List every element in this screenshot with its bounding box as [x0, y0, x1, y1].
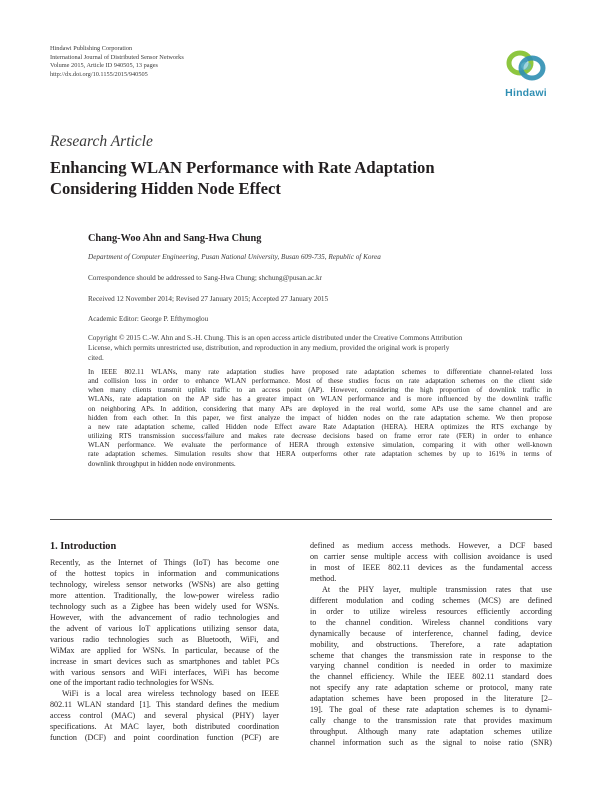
body-text-line: 802.11 WLAN standard [1]. This standard defines the medium — [50, 700, 279, 710]
body-text-line: function (DCF) and point coordination function (PCF) are — [50, 733, 279, 743]
body-text-line: mobility, and obstructions. Therefore, a rate adaptation — [310, 639, 552, 649]
body-text-line: not specify any rate adaptation scheme or protocol, many rate — [310, 683, 552, 693]
left-column — [50, 558, 279, 744]
article-type: Research Article — [50, 133, 153, 150]
body-text-line: of the hottest topics in information and communications — [50, 568, 279, 578]
journal-name-line: International Journal of Distributed Sensor Networks — [50, 53, 184, 61]
body-text-line: with various sensors and WiFi interfaces, WiFi has become — [50, 667, 279, 677]
body-text-line: WiFi is a local area wireless technology based on IEEE — [62, 689, 279, 699]
body-text-line: channel information such as the signal to noise ratio (SNR) — [310, 738, 552, 748]
section-heading-introduction: 1. Introduction — [50, 541, 117, 552]
body-text-line: technology such as a Zigbee has been widely used for WSNs. — [50, 601, 279, 611]
publisher-line: Hindawi Publishing Corporation — [50, 45, 133, 52]
hindawi-logo-icon — [506, 48, 546, 86]
body-text-line: in order to utilize wireless resources efficiently according — [310, 606, 552, 616]
academic-editor: Academic Editor: George P. Efthymoglou — [88, 315, 209, 323]
abstract — [88, 368, 552, 469]
hindawi-logo — [498, 48, 554, 106]
section-divider — [50, 519, 552, 520]
body-text-line: technology, wireless sensor networks (WSNs) are also getting — [50, 579, 279, 589]
abstract-line: and collision loss in order to enhance WLAN performance. Most of these studies focus on rate adaptation schemes on the client side — [88, 377, 552, 386]
body-text-line: on carrier sense multiple access with collision avoidance is used — [310, 551, 552, 561]
body-text-line: various radio technologies such as Bluetooth, WiFi, and — [50, 634, 279, 644]
volume-line: Volume 2015, Article ID 940505, 13 pages — [50, 62, 158, 70]
abstract-line: downlink throughput in hidden node environments. — [88, 459, 236, 468]
abstract-line: on neighboring APs. In addition, considering that many APs are deployed in the real world, some APs use the same channel and are — [88, 404, 552, 413]
abstract-line: when many clients transmit uplink traffic to an access point (AP). However, considering the high proportion of downlink traffic in — [88, 386, 552, 395]
body-text-line: Recently, as the Internet of Things (IoT) has become one — [50, 558, 279, 567]
body-text-line: At the PHY layer, multiple transmission rates that use — [322, 584, 552, 594]
body-text-line: access control (MAC) and several physical (PHY) layer — [50, 711, 279, 721]
copyright-notice — [88, 333, 552, 363]
body-text-line: different modulation and coding schemes (MCS) are defined — [310, 595, 552, 605]
copyright-line: Copyright © 2015 C.-W. Ahn and S.-H. Chung. This is an open access article distributed under the Creative Commons Attribution — [88, 334, 463, 342]
body-text-line: the advent of various IoT applications utilizing sensor data, — [50, 623, 279, 633]
body-text-line: varying channel condition is needed in order to maximize — [310, 661, 552, 671]
body-text-line: one of the important radio technologies for WSNs. — [50, 678, 214, 688]
body-text-line: the channel efficiency. While the IEEE 802.11 standard does — [310, 672, 552, 682]
body-text-line: WiMax are applied for WSNs. In particular, because of the — [50, 645, 279, 655]
abstract-line: a new rate adaptation scheme, called Hidden node Effect aware Rate Adaptation (HERA). HERA optimizes the RTS exchange by — [88, 422, 552, 431]
authors: Chang-Woo Ahn and Sang-Hwa Chung — [88, 233, 262, 244]
body-text-line: increase in smart devices such as smartphones and tablet PCs — [50, 656, 279, 666]
body-text-line: However, with the advancement of radio technologies and — [50, 612, 279, 622]
body-text-line: specifications. At MAC layer, both distributed coordination — [50, 722, 279, 732]
body-text-line: dynamically because of interference, channel fading, device — [310, 628, 552, 638]
abstract-line: rate adaptation schemes. Simulation results show that HERA outperforms other rate adaptation schemes by up to 161% in terms of — [88, 450, 552, 459]
body-text-line: to the channel condition. Wireless channel conditions vary — [310, 617, 552, 627]
title-line: Considering Hidden Node Effect — [50, 179, 281, 198]
body-text-line: in most of IEEE 802.11 devices as the fundamental access — [310, 562, 552, 572]
abstract-line: hidden from each other. In this paper, we first analyze the impact of hidden nodes on the rate adaptation scheme. We then propose — [88, 413, 552, 422]
body-text-line: 19]. The goal of these rate adaptation schemes is to dynami- — [310, 705, 552, 715]
body-text-line: adaptation schemes have been proposed in the literature [2– — [310, 694, 552, 704]
title-line: Enhancing WLAN Performance with Rate Adaptation — [50, 158, 435, 177]
abstract-line: WLAN performance. We evaluate the performance of HERA through extensive simulation, comparing it with other well-known — [88, 441, 552, 450]
abstract-line: In IEEE 802.11 WLANs, many rate adaptation studies have proposed rate adaptation schemes to differentiate channel-related loss — [88, 368, 552, 376]
right-column — [310, 541, 552, 749]
logo-wordmark: Hindawi — [505, 87, 547, 99]
journal-header — [50, 45, 350, 80]
body-text-line: defined as medium access methods. However, a DCF based — [310, 541, 552, 550]
body-text-line: cally change to the transmission rate that provides maximum — [310, 716, 552, 726]
correspondence: Correspondence should be addressed to Sang-Hwa Chung; shchung@pusan.ac.kr — [88, 274, 322, 282]
affiliation: Department of Computer Engineering, Pusan National University, Busan 609-735, Republic of Korea — [88, 253, 381, 261]
body-text-line: more attention. Traditionally, the low-power wireless radio — [50, 590, 279, 600]
body-text-line: throughput. Although many rate adaptation schemes utilize — [310, 727, 552, 737]
paper-title — [50, 157, 520, 199]
abstract-line: utilizing RTS transmission success/failure and makes rate decrease decisions based on frame error rate (FER) in order to enhance — [88, 432, 552, 441]
copyright-line: License, which permits unrestricted use, distribution, and reproduction in any medium, provided the original work is properly — [88, 344, 450, 352]
received-dates: Received 12 November 2014; Revised 27 January 2015; Accepted 27 January 2015 — [88, 295, 329, 303]
abstract-line: WLANs, rate adaptation on the AP side has a greater impact on WLAN performance and is more influenced by the downlink traffic — [88, 395, 552, 404]
copyright-line: cited. — [88, 354, 104, 362]
body-text-line: method. — [310, 573, 337, 583]
body-text-line: scheme that changes the transmission rate in response to the — [310, 650, 552, 660]
doi-link[interactable]: http://dx.doi.org/10.1155/2015/940505 — [50, 71, 148, 79]
